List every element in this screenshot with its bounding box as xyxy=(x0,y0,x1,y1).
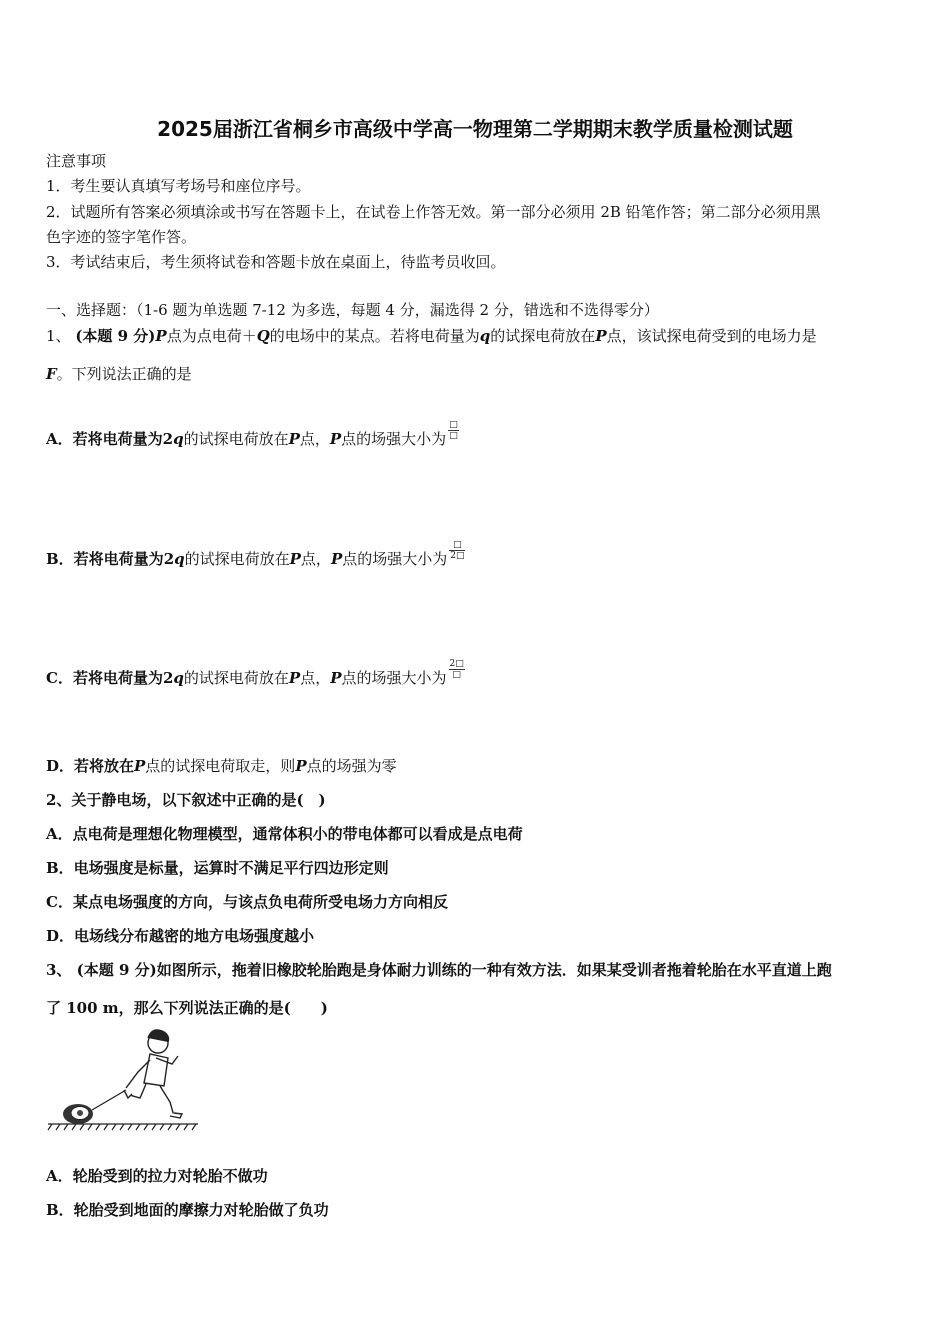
q1-c-frac-den: □ xyxy=(452,669,461,680)
q1-var-p2: P xyxy=(595,327,607,345)
rope xyxy=(92,1090,126,1110)
q1-text-5: 。下列说法正确的是 xyxy=(56,365,192,383)
q3-number: 3、 xyxy=(46,961,72,979)
q1-c-frac-num: 2□ xyxy=(449,658,464,669)
q1-a-mid: 的试探电荷放在 xyxy=(183,430,289,448)
runner xyxy=(124,1030,182,1118)
q1-a-two: 2 xyxy=(162,430,174,448)
q3-stem-text1: 如图所示，拖着旧橡胶轮胎跑是身体耐力训练的一种有效方法．如果某受训者拖着轮胎在水平直道上跑 xyxy=(156,961,832,979)
q1-b-frac-num: □ xyxy=(453,539,462,550)
q3-stem-text2a: 了 xyxy=(46,999,67,1017)
q1-b-tail: 点的场强大小为 xyxy=(342,550,448,568)
q1-d-p2: P xyxy=(295,757,307,775)
q3-stem-text2b: ，那么下列说法正确的是( ) xyxy=(118,999,328,1017)
q3-option-b: B．轮胎受到地面的摩擦力对轮胎做了负功 xyxy=(46,1201,329,1219)
q1-a-frac-den: □ xyxy=(449,430,458,441)
q3-tag: (本题 9 分) xyxy=(76,961,157,979)
q1-c-mid: 的试探电荷放在 xyxy=(183,669,289,687)
q1-b-frac-den: 2□ xyxy=(450,550,465,561)
runner-dragging-tire-figure xyxy=(46,1028,206,1133)
q1-a-label: A．若将电荷量为 xyxy=(46,430,163,448)
q1-option-c xyxy=(46,658,465,690)
q1-text-4: 点，该试探电荷受到的电场力是 xyxy=(606,327,817,345)
q1-c-q: q xyxy=(173,669,184,687)
q1-c-tail: 点的场强大小为 xyxy=(341,669,447,687)
q1-a-p2: P xyxy=(329,430,342,448)
q1-b-mid: 的试探电荷放在 xyxy=(184,550,290,568)
q1-number: 1、 xyxy=(46,327,71,345)
notice-item-2-line2: 色字迹的签字笔作答。 xyxy=(46,228,197,246)
q1-b-q: q xyxy=(174,550,185,568)
q1-c-label: C．若将电荷量为 xyxy=(46,669,163,687)
notice-item-2-line1: 2．试题所有答案必须填涂或书写在答题卡上，在试卷上作答无效。第一部分必须用 2B 铅笔作答；第二部分必须用黑 xyxy=(46,203,821,221)
q1-b-two: 2 xyxy=(163,550,175,568)
q1-a-mid2: 点， xyxy=(299,430,330,448)
q1-c-p: P xyxy=(288,669,301,687)
q1-d-label: D．若将放在 xyxy=(46,757,135,775)
q1-b-label: B．若将电荷量为 xyxy=(46,550,164,568)
q1-option-d xyxy=(46,756,397,776)
ground-line xyxy=(48,1124,198,1130)
q1-a-frac-num: □ xyxy=(449,419,458,430)
q2-option-d: D．电场线分布越密的地方电场强度越小 xyxy=(46,927,315,945)
page-title: 2025届浙江省桐乡市高级中学高一物理第二学期期末教学质量检测试题 xyxy=(157,117,793,141)
q1-var-p: P xyxy=(155,327,167,345)
q1-text-2: 的电场中的某点。若将电荷量为 xyxy=(269,327,480,345)
q2-option-b: B．电场强度是标量，运算时不满足平行四边形定则 xyxy=(46,859,389,877)
q1-d-tail: 点的场强为零 xyxy=(306,757,397,775)
q1-var-Q: Q xyxy=(256,327,270,345)
section-heading: 一、选择题：（1-6 题为单选题 7-12 为多选，每题 4 分，漏选得 2 分，错选和不选得零分） xyxy=(46,301,659,319)
q1-a-p: P xyxy=(288,430,300,448)
q1-stem-line1 xyxy=(46,326,817,346)
q3-distance: 100 m xyxy=(66,999,119,1017)
q1-c-fraction xyxy=(449,659,465,680)
q3-stem-line1 xyxy=(46,960,832,980)
q1-d-mid: 点的试探电荷取走，则 xyxy=(145,757,296,775)
q1-a-fraction xyxy=(448,420,459,441)
q1-c-p2: P xyxy=(330,669,342,687)
q1-d-p: P xyxy=(134,757,146,775)
q1-b-fraction xyxy=(449,540,465,561)
q2-stem: 2、关于静电场，以下叙述中正确的是( ) xyxy=(46,791,326,809)
q1-b-p2: P xyxy=(330,550,343,568)
notice-item-1: 1．考生要认真填写考场号和座位序号。 xyxy=(46,177,311,195)
q1-option-b xyxy=(46,539,465,571)
q1-b-mid2: 点， xyxy=(300,550,331,568)
q2-option-a: A．点电荷是理想化物理模型，通常体积小的带电体都可以看成是点电荷 xyxy=(46,825,523,843)
notice-item-3: 3．考试结束后，考生须将试卷和答题卡放在桌面上，待监考员收回。 xyxy=(46,253,506,271)
q1-stem-line2 xyxy=(46,364,192,384)
q3-option-a: A．轮胎受到的拉力对轮胎不做功 xyxy=(46,1167,268,1185)
q2-option-c: C．某点电场强度的方向，与该点负电荷所受电场力方向相反 xyxy=(46,893,448,911)
q1-text-3: 的试探电荷放在 xyxy=(490,327,596,345)
q1-c-two: 2 xyxy=(162,669,174,687)
q3-stem-line2 xyxy=(46,998,328,1018)
q1-c-mid2: 点， xyxy=(300,669,331,687)
q1-text-1: 点为点电荷＋ xyxy=(166,327,257,345)
q1-tag: (本题 9 分) xyxy=(75,327,156,345)
q1-var-q: q xyxy=(479,327,491,345)
notice-heading: 注意事项 xyxy=(46,152,107,170)
tire xyxy=(63,1104,93,1124)
q1-a-tail: 点的场强大小为 xyxy=(341,430,447,448)
q1-var-F: F xyxy=(46,365,57,383)
q1-a-q: q xyxy=(173,430,184,448)
q1-option-a xyxy=(46,419,459,451)
q1-b-p: P xyxy=(289,550,301,568)
